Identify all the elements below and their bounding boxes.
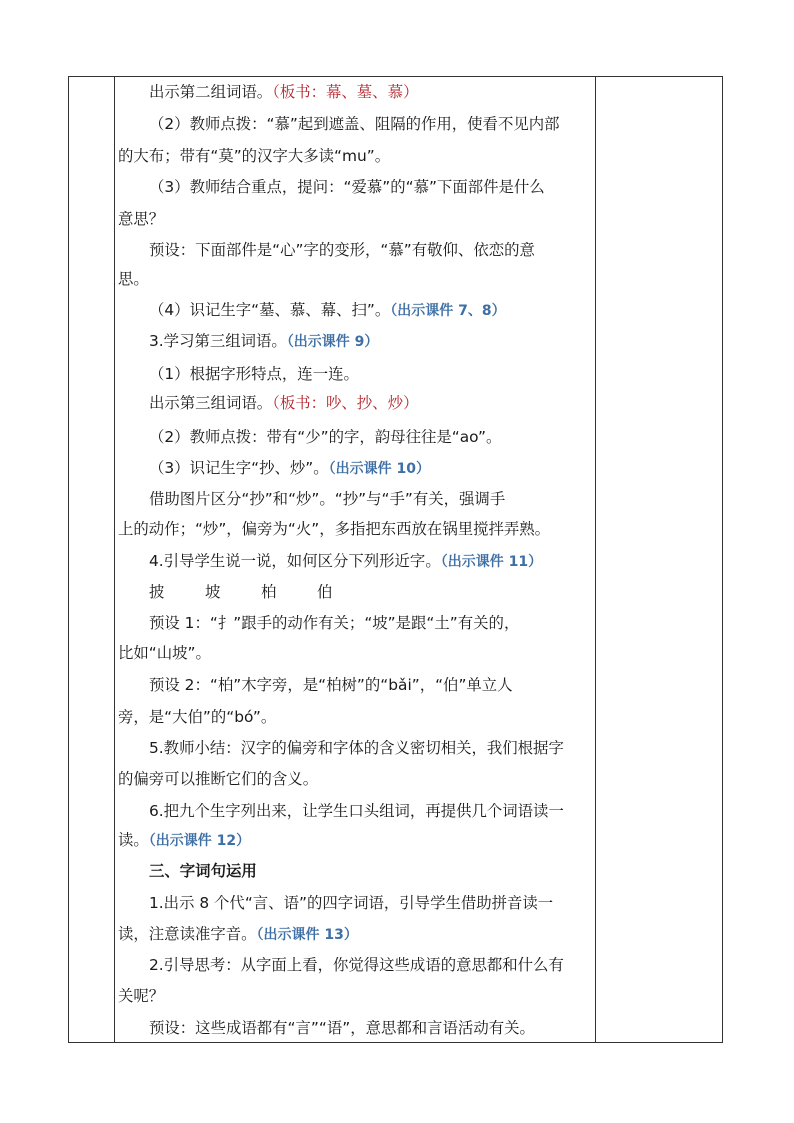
character: 坡 bbox=[205, 583, 221, 601]
courseware-ref: （出示课件 12） bbox=[148, 833, 251, 849]
similar-characters bbox=[149, 581, 373, 603]
text-line: 意思？ bbox=[118, 210, 165, 228]
table-column-divider bbox=[114, 77, 115, 1042]
courseware-ref: （出示课件 11） bbox=[440, 554, 543, 570]
text-line: 预设 2：“柏”木字旁，是“柏树”的“bǎi”，“伯”单立人 bbox=[149, 676, 513, 694]
courseware-ref: （出示课件 7、8） bbox=[390, 303, 506, 319]
text-line: 1.出示 8 个代“言、语”的四字词语，引导学生借助拼音读一 bbox=[149, 894, 554, 912]
text-line: 借助图片区分“抄”和“炒”。“抄”与“手”有关，强调手 bbox=[149, 490, 506, 508]
text-line: 出示第三组词语。（板书：吵、抄、炒） bbox=[149, 394, 419, 412]
text-line: （3）识记生字“抄、炒”。（出示课件 10） bbox=[149, 459, 431, 477]
text-line: （3）教师结合重点，提问：“爱慕”的“慕”下面部件是什么 bbox=[149, 178, 545, 196]
text-line: 预设 1：“扌”跟手的动作有关；“坡”是跟“土”有关的， bbox=[149, 614, 520, 632]
text-line: 3.学习第三组词语。（出示课件 9） bbox=[149, 332, 379, 350]
text-line: 读。（出示课件 12） bbox=[118, 831, 251, 849]
text-line: 旁，是“大伯”的“bó”。 bbox=[118, 708, 277, 726]
text-line: 读，注意读准字音。（出示课件 13） bbox=[118, 925, 358, 943]
text-line: 上的动作；“炒”，偏旁为“火”，多指把东西放在锅里搅拌弄熟。 bbox=[118, 520, 551, 538]
board-note: （板书：吵、抄、炒） bbox=[272, 394, 419, 412]
text-line: （2）教师点拨：“慕”起到遮盖、阻隔的作用，使看不见内部 bbox=[149, 115, 560, 133]
text-line: 的大布；带有“莫”的汉字大多读“mu”。 bbox=[118, 147, 391, 165]
character: 柏 bbox=[261, 583, 277, 601]
text-line: （2）教师点拨：带有“少”的字，韵母往往是“ao”。 bbox=[149, 428, 502, 446]
text-line: 预设：下面部件是“心”字的变形，“慕”有敬仰、依恋的意 bbox=[149, 241, 535, 259]
character: 披 bbox=[149, 583, 165, 601]
text-line: 的偏旁可以推断它们的含义。 bbox=[118, 770, 319, 788]
table-column-divider bbox=[595, 77, 596, 1042]
text-line: 预设：这些成语都有“言”“语”，意思都和言语活动有关。 bbox=[149, 1019, 535, 1037]
board-note: （板书：幕、墓、慕） bbox=[272, 83, 419, 101]
text-line: 5.教师小结：汉字的偏旁和字体的含义密切相关，我们根据字 bbox=[149, 739, 564, 757]
text-line: 2.引导思考：从字面上看，你觉得这些成语的意思都和什么有 bbox=[149, 956, 564, 974]
courseware-ref: （出示课件 10） bbox=[328, 461, 431, 477]
text-line: 思。 bbox=[118, 270, 149, 288]
text-line: 出示第二组词语。（板书：幕、墓、慕） bbox=[149, 83, 419, 101]
section-heading: 三、字词句运用 bbox=[149, 862, 257, 880]
text-line: （4）识记生字“墓、慕、幕、扫”。（出示课件 7、8） bbox=[149, 301, 506, 319]
text-line: 比如“山坡”。 bbox=[118, 644, 211, 662]
courseware-ref: （出示课件 9） bbox=[286, 334, 379, 350]
character: 伯 bbox=[317, 583, 333, 601]
text-line: （1）根据字形特点，连一连。 bbox=[149, 365, 359, 383]
text-line: 6.把九个生字列出来，让学生口头组词，再提供几个词语读一 bbox=[149, 802, 564, 820]
text-line: 4.引导学生说一说，如何区分下列形近字。（出示课件 11） bbox=[149, 552, 543, 570]
courseware-ref: （出示课件 13） bbox=[256, 927, 358, 943]
text-line: 关呢？ bbox=[118, 987, 165, 1005]
